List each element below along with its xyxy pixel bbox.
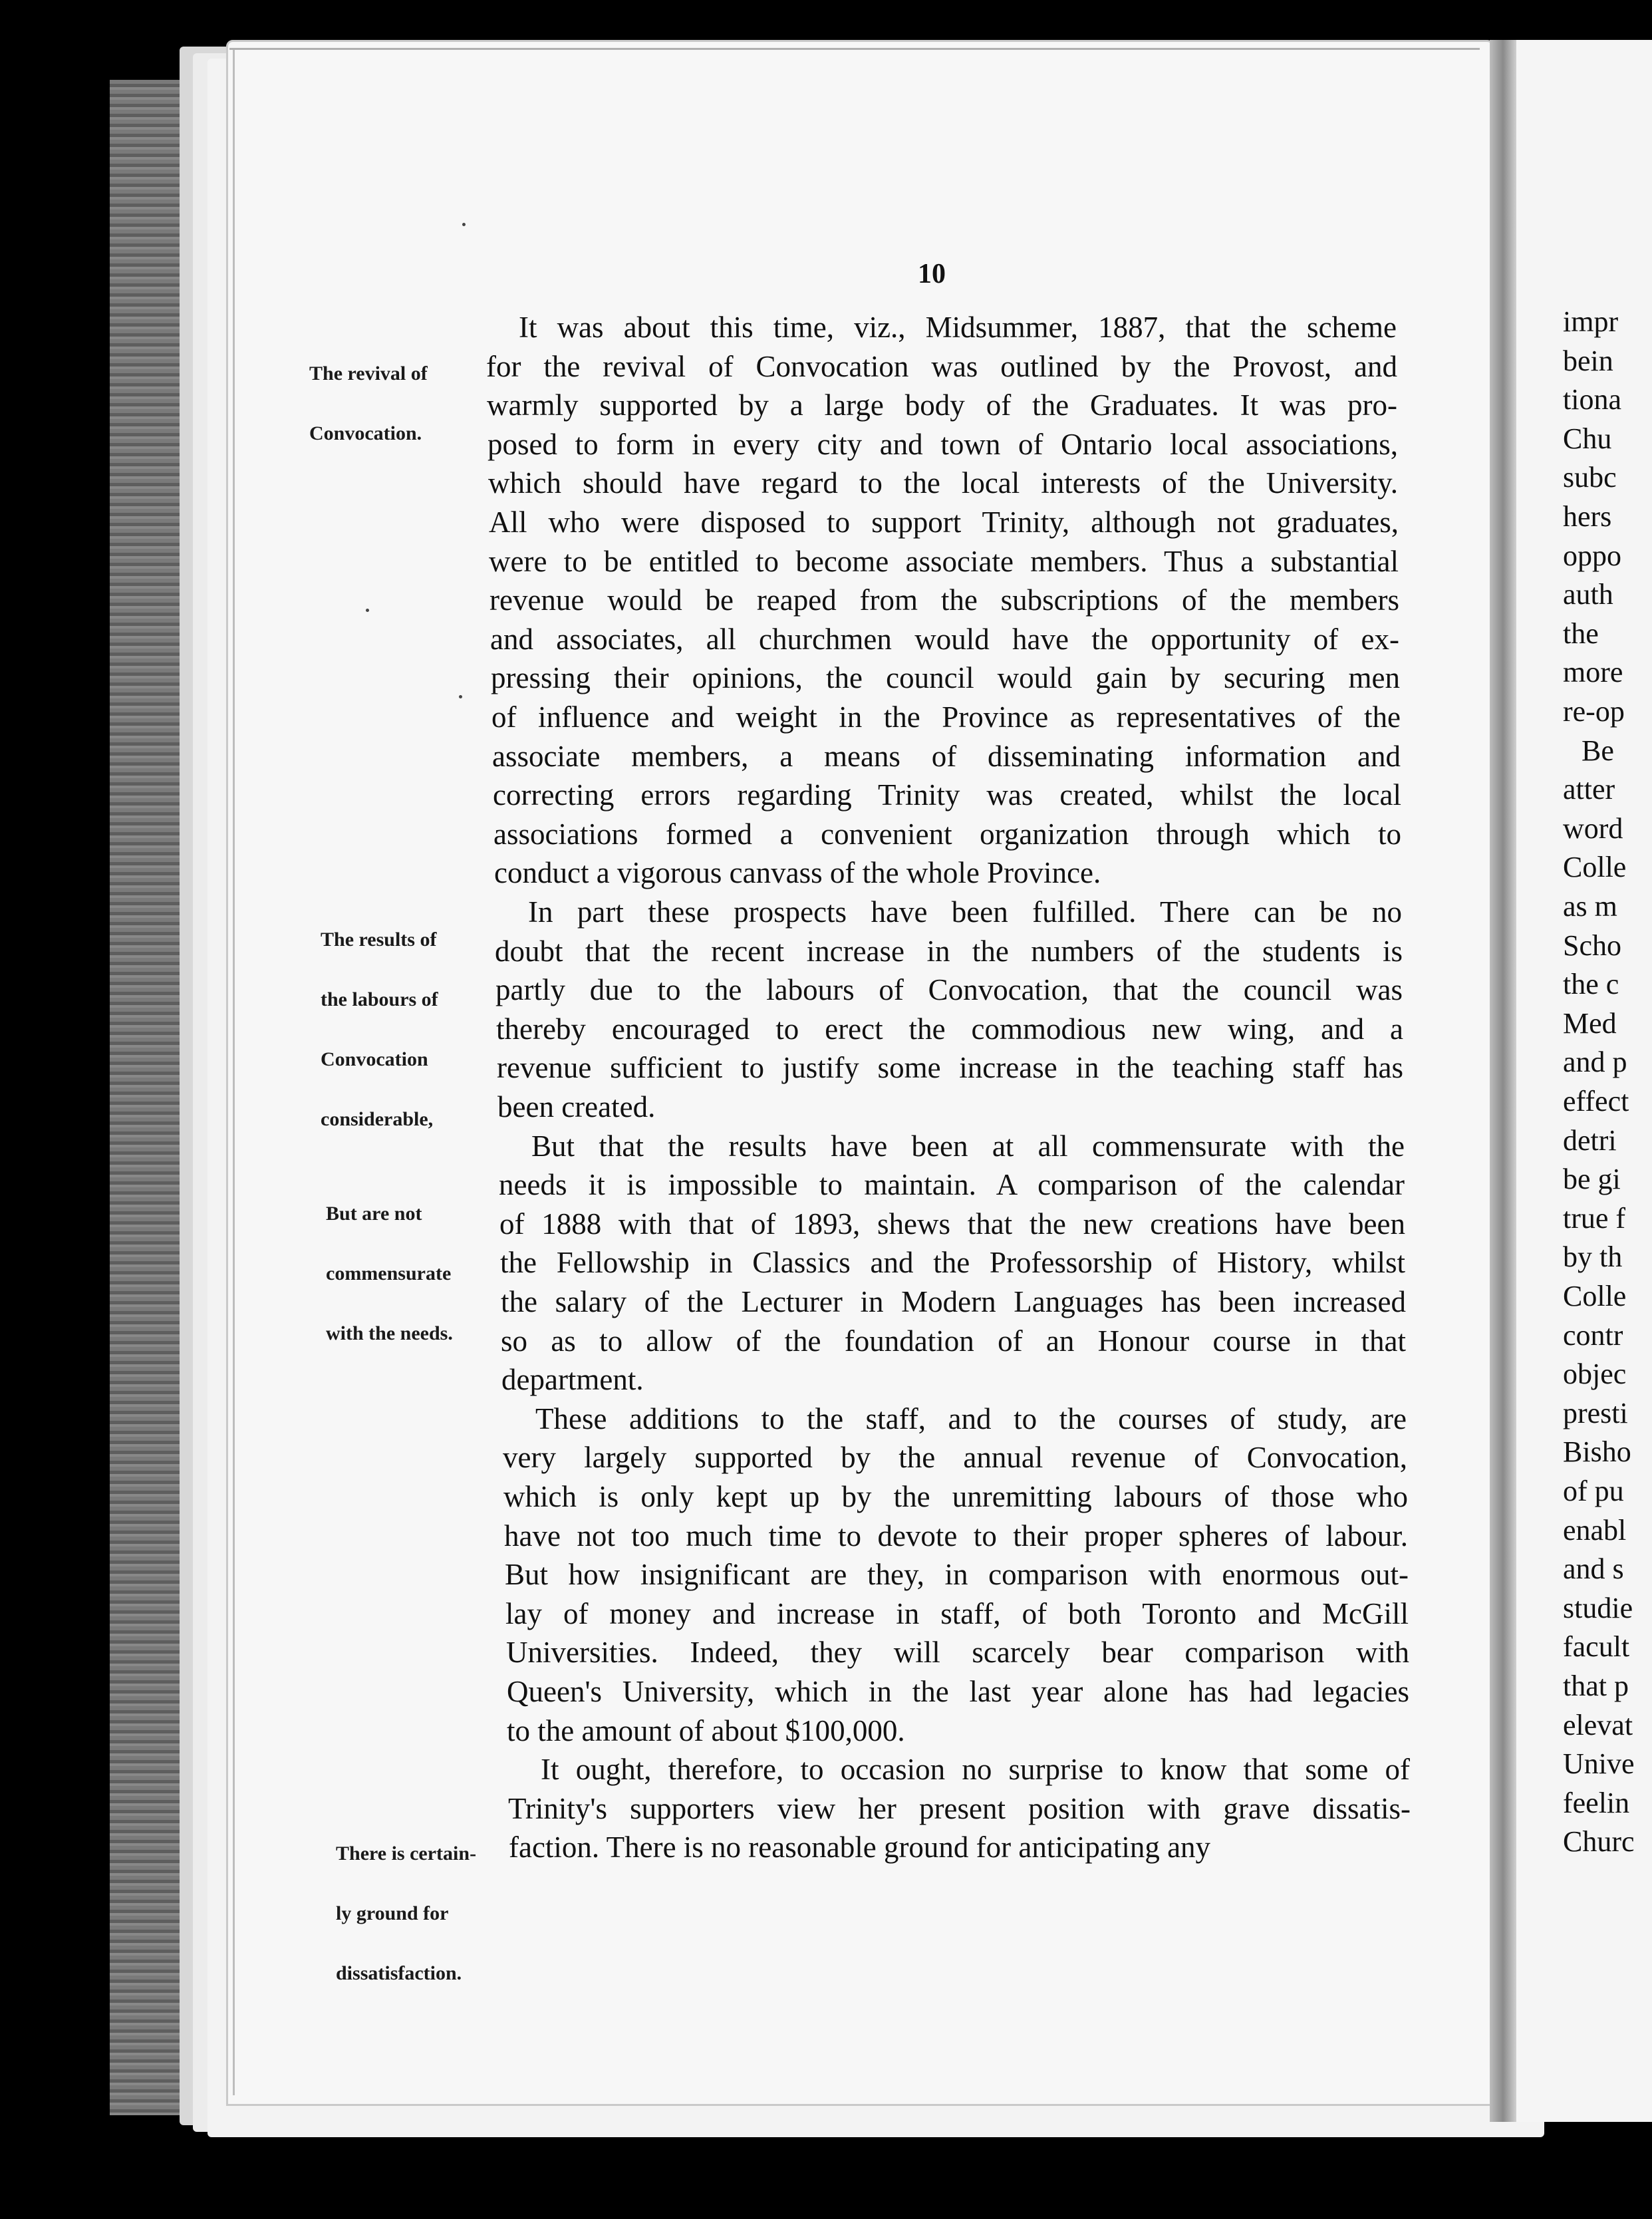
body-line: very largely supported by the annual revenue of Convocation, — [503, 1441, 1407, 1474]
right-page-fragment: as m — [1563, 890, 1617, 923]
right-page-fragment: Chu — [1563, 422, 1612, 455]
body-line: posed to form in every city and town of Ontario local associations, — [487, 428, 1398, 461]
body-line: to the amount of about $100,000. — [507, 1714, 905, 1747]
body-line: faction. There is no reasonable ground for anticipating any — [509, 1831, 1211, 1864]
right-page-fragment: hers — [1563, 500, 1612, 533]
body-line: department. — [501, 1363, 644, 1396]
body-line: associate members, a means of disseminating information and — [492, 740, 1401, 773]
margin-note — [309, 324, 428, 464]
body-line: All who were disposed to support Trinity, although not graduates, — [489, 506, 1399, 539]
margin-note-line: But are not — [326, 1203, 422, 1225]
margin-note-line: the labours of — [321, 988, 438, 1010]
body-line: lay of money and increase in staff, of both Toronto and McGill — [505, 1597, 1409, 1630]
right-page-fragment: Colle — [1563, 1280, 1627, 1312]
body-line: revenue would be reaped from the subscriptions of the members — [489, 583, 1399, 617]
margin-note-line: with the needs. — [326, 1322, 453, 1344]
body-line: It ought, therefore, to occasion no surprise to know that some of — [541, 1753, 1410, 1786]
right-page-fragment: bein — [1563, 345, 1613, 377]
body-line: revenue sufficient to justify some increase in the teaching staff has — [497, 1051, 1403, 1084]
body-line: for the revival of Convocation was outlined by the Provost, and — [486, 350, 1397, 383]
right-page-fragment: atter — [1563, 773, 1615, 806]
body-line: of 1888 with that of 1893, shews that the new creations have been — [499, 1207, 1405, 1241]
page-number: 10 — [918, 259, 946, 289]
body-line: thereby encouraged to erect the commodious new wing, and a — [496, 1012, 1403, 1046]
body-line: of influence and weight in the Province as representatives of the — [491, 700, 1401, 734]
body-line: associations formed a convenient organization through which to — [493, 817, 1401, 851]
margin-note — [326, 1164, 453, 1364]
body-line: correcting errors regarding Trinity was created, whilst the local — [493, 778, 1401, 812]
right-page-fragment: and s — [1563, 1553, 1624, 1585]
right-page-fragment: oppo — [1563, 539, 1621, 572]
right-page-fragment: contr — [1563, 1319, 1623, 1352]
right-page-fragment: feelin — [1563, 1787, 1630, 1819]
margin-note-line: ly ground for — [336, 1902, 449, 1924]
body-line: have not too much time to devote to their proper spheres of labour. — [504, 1519, 1408, 1553]
margin-note — [336, 1804, 476, 2003]
body-line: doubt that the recent increase in the numbers of the students is — [495, 935, 1403, 968]
right-page-fragment: true f — [1563, 1202, 1626, 1235]
right-page-fragment: Colle — [1563, 851, 1627, 883]
right-page-fragment: subc — [1563, 461, 1617, 494]
body-line: conduct a vigorous canvass of the whole Province. — [494, 856, 1101, 889]
page-border-line — [233, 50, 235, 2095]
right-page-fragment: more — [1563, 656, 1623, 688]
body-line: needs it is impossible to maintain. A comparison of the calendar — [499, 1168, 1405, 1201]
right-page-fragment: impr — [1563, 305, 1619, 338]
scan-speck — [366, 609, 369, 612]
right-page-fragment: tiona — [1563, 383, 1621, 416]
right-page-fragment: facult — [1563, 1630, 1630, 1663]
right-page-fragment: Med — [1563, 1007, 1617, 1040]
right-page-fragment: presti — [1563, 1397, 1628, 1429]
margin-note-line: commensurate — [326, 1262, 452, 1284]
right-page-fragment: Scho — [1563, 929, 1621, 962]
right-page-fragment: be gi — [1563, 1163, 1621, 1195]
book-gutter — [1490, 40, 1516, 2122]
right-page-fragment: word — [1563, 812, 1623, 845]
margin-note-line: There is certain- — [336, 1843, 477, 1864]
right-page-fragment: by th — [1563, 1241, 1623, 1273]
body-line: which is only kept up by the unremitting labours of those who — [503, 1480, 1408, 1513]
right-page-fragment: detri — [1563, 1124, 1617, 1157]
body-line: But that the results have been at all commensurate with the — [531, 1129, 1405, 1163]
right-page-fragment: enabl — [1563, 1514, 1627, 1547]
page-border-line — [229, 48, 1480, 50]
margin-note-line: Convocation. — [309, 422, 422, 444]
body-line: It was about this time, viz., Midsummer, 1887, that the scheme — [519, 311, 1397, 344]
body-line: which should have regard to the local interests of the University. — [488, 466, 1398, 500]
margin-note — [321, 890, 438, 1149]
right-page-fragment: objec — [1563, 1358, 1627, 1390]
body-line: But how insignificant are they, in comparison with enormous out- — [505, 1558, 1409, 1591]
body-line: Queen's University, which in the last year alone has had legacies — [507, 1675, 1409, 1708]
right-page-fragment: and p — [1563, 1046, 1627, 1078]
body-line: were to be entitled to become associate members. Thus a substantial — [489, 545, 1399, 578]
right-page-fragment: Unive — [1563, 1747, 1635, 1780]
right-page-fragment: Bisho — [1563, 1435, 1631, 1468]
body-line: Trinity's supporters view her present position with grave dissatis- — [508, 1792, 1411, 1825]
margin-note-line: The results of — [321, 929, 437, 951]
right-page-fragment: of pu — [1563, 1475, 1624, 1507]
margin-note-line: The revival of — [309, 363, 428, 384]
right-page-fragment: that p — [1563, 1670, 1629, 1702]
body-line: warmly supported by a large body of the Graduates. It was pro- — [487, 388, 1397, 422]
body-line: partly due to the labours of Convocation, that the council was — [495, 973, 1403, 1006]
scan-speck — [459, 695, 462, 698]
right-page-fragment: the c — [1563, 968, 1619, 1000]
right-page-fragment: Be — [1582, 734, 1614, 767]
right-page-fragment: studie — [1563, 1592, 1633, 1624]
body-line: pressing their opinions, the council would gain by securing men — [491, 661, 1400, 694]
scan-speck — [462, 223, 466, 226]
body-line: the salary of the Lecturer in Modern Languages has been increased — [501, 1285, 1406, 1318]
margin-note-line: dissatisfaction. — [336, 1962, 462, 1984]
body-line: and associates, all churchmen would have the opportunity of ex- — [490, 623, 1399, 656]
body-line: the Fellowship in Classics and the Professorship of History, whilst — [500, 1246, 1405, 1279]
margin-note-line: Convocation — [321, 1048, 428, 1070]
body-line: so as to allow of the foundation of an Honour course in that — [501, 1324, 1406, 1358]
right-page-fragment: auth — [1563, 578, 1613, 611]
margin-note-line: considerable, — [321, 1108, 434, 1130]
body-line: In part these prospects have been fulfilled. There can be no — [528, 895, 1402, 929]
right-page-fragment: re-op — [1563, 695, 1625, 728]
right-page-fragment: Churc — [1563, 1825, 1635, 1858]
body-line: Universities. Indeed, they will scarcely bear comparison with — [506, 1636, 1409, 1669]
body-line: These additions to the staff, and to the courses of study, are — [535, 1402, 1407, 1435]
right-page-fragment: elevat — [1563, 1709, 1633, 1741]
right-page-fragment: effect — [1563, 1085, 1629, 1117]
right-page-fragment: the — [1563, 617, 1599, 650]
body-line: been created. — [497, 1090, 656, 1123]
